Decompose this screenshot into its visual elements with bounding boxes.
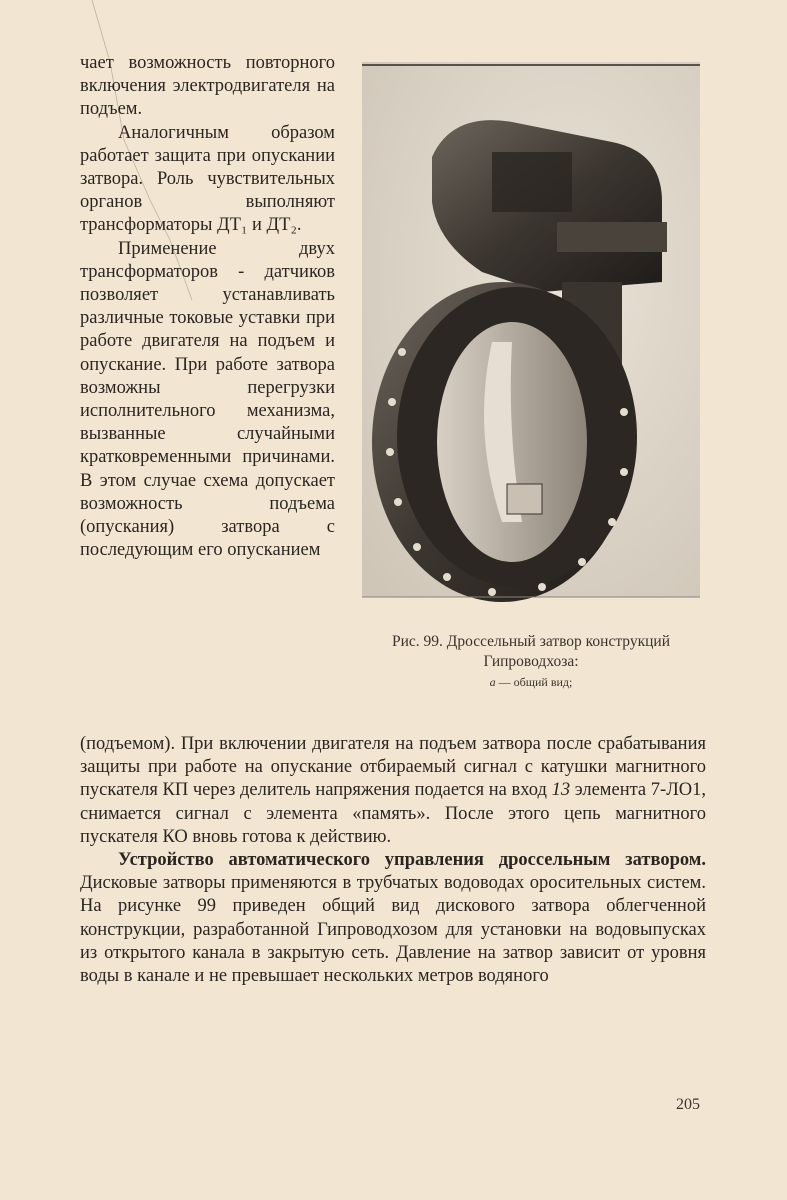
text-run: Дисковые затворы применяются в трубчатых водоводах оросительных систем. На рисунке 99 приведен общий вид дискового затвора облегченной конструкции, разработанной Гипроводхозом для установки на водовыпусках из открытого канала в закрытую сеть. Давление на затвор зависит от уровня воды в канале и не превышает нескольких метров водяного bbox=[80, 873, 706, 987]
text-run: элемента 7-ЛО1, снимается сигнал с элемента «память». После этого цепь магнитного пускателя КО вновь готова к действию. bbox=[80, 780, 706, 847]
page-number: 205 bbox=[676, 1096, 700, 1113]
caption-sub-letter: а bbox=[489, 675, 496, 689]
paragraph-lowering-protection: Аналогичным образом работает защита при опускании затвора. Роль чувствительных органов выполняют трансформаторы ДТ₁ и ДТ₂. bbox=[80, 122, 335, 236]
wide-text-column bbox=[80, 733, 706, 988]
paragraph-continuation-wide bbox=[80, 733, 706, 849]
paragraph-two-transformers: Применение двух трансформаторов - датчиков позволяет устанавливать различные токовые уставки при работе двигателя на подъем и опускание. При работе затвора возможны перегрузки исполнительного механизма, вызванные случайными кратковременными причинами. В этом случае схема допускает возможность подъема (опускания) затвора с последующим его опусканием bbox=[80, 238, 335, 561]
caption-sub-text: — общий вид; bbox=[495, 675, 573, 689]
paragraph-throttle-control bbox=[80, 849, 706, 988]
narrow-text-column bbox=[80, 52, 335, 562]
section-heading: Устройство автоматического управления дроссельным затвором. bbox=[118, 850, 706, 871]
text-run: (подъемом). При включении двигателя на подъем затвора после срабатывания защиты при работе на опускание отбираемый сигнал с катушки магнитного пускателя КП через делитель напряжения подается на вход bbox=[80, 734, 706, 801]
butterfly-valve-photo bbox=[362, 52, 700, 610]
input-number: 13 bbox=[551, 780, 571, 801]
figure-caption bbox=[362, 632, 700, 692]
paragraph-continuation: чает возможность повторного включения электродвигателя на подъем. bbox=[80, 53, 335, 120]
caption-sub bbox=[362, 672, 700, 692]
caption-main: Рис. 99. Дроссельный затвор конструкций Гипроводхоза: bbox=[391, 633, 671, 670]
figure-photo bbox=[362, 52, 700, 610]
